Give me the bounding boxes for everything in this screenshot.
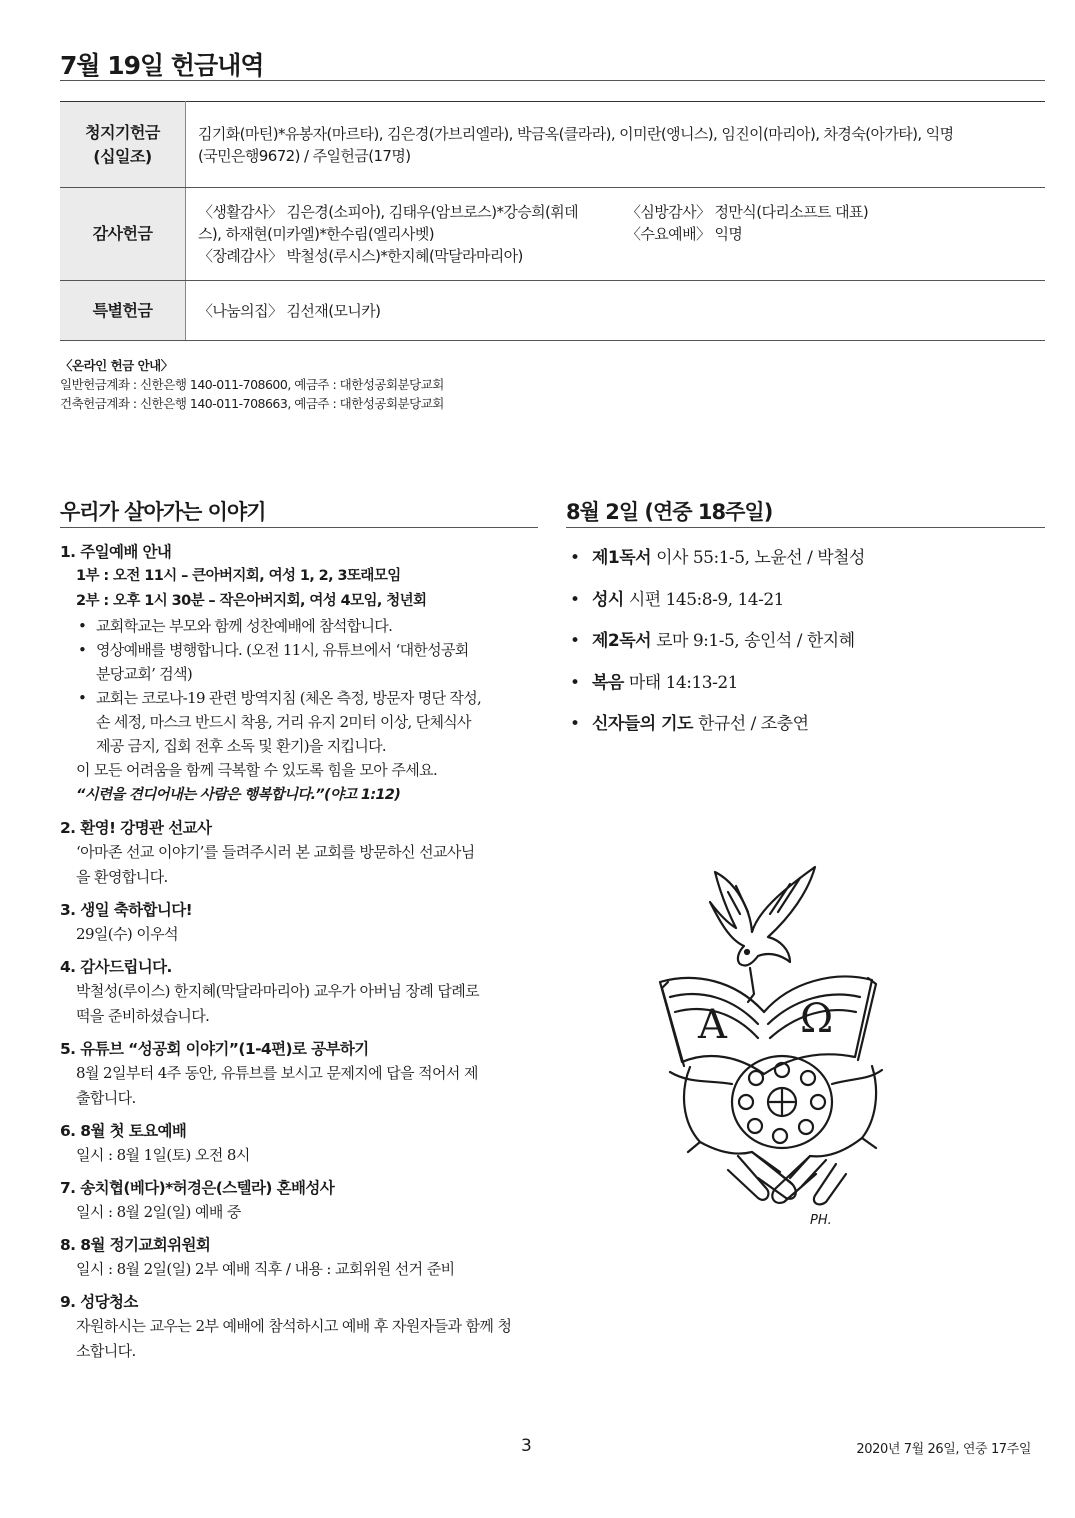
- offering-row-special: [60, 281, 1045, 341]
- readings-list: [570, 543, 865, 751]
- service-notes-list: [60, 614, 538, 758]
- story-item-body: 일시 : 8월 2일(일) 예배 중: [76, 1203, 241, 1221]
- offering-tithe-line1: 김기화(마틴)*유봉자(마르타), 김은경(가브리엘라), 박금옥(클라라), 이미란(앵니스), 임진이(마리아), 차경숙(아가타), 익명: [198, 124, 954, 143]
- offering-title-divider: [60, 80, 1045, 81]
- offering-label-special: 특별헌금: [60, 281, 186, 341]
- list-item: • 교회는 코로나-19 관련 방역지침 (체온 측정, 방문자 명단 작성, 손 세정, 마스크 반드시 착용, 거리 유지 2미터 이상, 단체식사 제공 금지, 집회 전후 소독 및 환기)을 지킵니다.: [76, 686, 538, 758]
- thanks-right-line1: 〈심방감사〉 정만식(다리소프트 대표): [626, 203, 869, 221]
- reading-item-psalm: • 성시 시편 145:8-9, 14-21: [570, 585, 865, 627]
- stories-list: [60, 540, 538, 1372]
- story-item-2: [60, 816, 538, 890]
- offering-value-tithe: [186, 102, 1046, 188]
- offering-tithe-line2: (국민은행9672) / 주일헌금(17명): [198, 146, 411, 165]
- footer-date: 2020년 7월 26일, 연중 17주일: [856, 1442, 1031, 1457]
- thanks-left-line2: 스), 하재현(미카엘)*한수림(엘리사벳): [198, 225, 434, 243]
- stories-title: 우리가 살아가는 이야기: [60, 500, 266, 524]
- online-offering-heading: 〈온라인 헌금 안내〉: [60, 358, 173, 373]
- story-item-title: 6. 8월 첫 토요예배: [60, 1122, 187, 1140]
- story-item-title: 7. 송치협(베다)*허경은(스텔라) 혼배성사: [60, 1179, 335, 1197]
- story-item-body: 8월 2일부터 4주 동안, 유튜브를 보시고 문제지에 답을 적어서 제 출합니다.: [76, 1064, 478, 1107]
- offering-value-thanks: [186, 188, 1046, 281]
- service-closing: 이 모든 어려움을 함께 극복할 수 있도록 힘을 모아 주세요.: [76, 761, 438, 779]
- omega-letter: Ω: [800, 996, 834, 1042]
- general-account-line: 일반헌금계좌 : 신한은행 140-011-708600, 예금주 : 대한성공회분당교회: [60, 377, 444, 392]
- story-item-body: 자원하시는 교우는 2부 예배에 참석하시고 예배 후 자원자들과 함께 청 소합니다.: [76, 1317, 512, 1360]
- story-item-body: ‘아마존 선교 이야기’를 들려주시러 본 교회를 방문하신 선교사님 을 환영합니다.: [76, 843, 475, 886]
- book-icon: [660, 977, 876, 1074]
- reading-item-first-reading: • 제1독서 이사 55:1-5, 노윤선 / 박철성: [570, 543, 865, 585]
- offering-label-tithe-line1: 청지기헌금: [85, 122, 160, 142]
- offering-title: 7월 19일 헌금내역: [60, 51, 264, 80]
- reading-item-gospel: • 복음 마태 14:13-21: [570, 668, 865, 710]
- reading-item-prayers: • 신자들의 기도 한규선 / 조충연: [570, 709, 865, 751]
- story-item-body: 박철성(루이스) 한지혜(막달라마리아) 교우가 아버님 장례 답례로 떡을 준비하셨습니다.: [76, 982, 479, 1025]
- story-item-8: [60, 1233, 538, 1282]
- alpha-letter: A: [698, 1002, 727, 1048]
- list-item: • 영상예배를 병행합니다. (오전 11시, 유튜브에서 ‘대한성공회 분당교회’ 검색): [76, 638, 538, 686]
- story-item-title: 2. 환영! 강명관 선교사: [60, 819, 212, 837]
- artist-signature: PH.: [810, 1213, 832, 1228]
- offering-value-special: 〈나눔의집〉 김선재(모니카): [186, 281, 1046, 341]
- page-number: 3: [521, 1436, 532, 1456]
- offering-label-thanks: 감사헌금: [60, 188, 186, 281]
- offering-table: [60, 101, 1045, 341]
- story-item-9: [60, 1290, 538, 1364]
- stories-title-divider: [60, 527, 538, 528]
- story-item-6: [60, 1119, 538, 1168]
- online-offering-info: [60, 356, 444, 413]
- thanks-left-line1: 〈생활감사〉 김은경(소피아), 김태우(암브로스)*강승희(휘데: [198, 203, 579, 221]
- story-item-title: 3. 생일 축하합니다!: [60, 901, 193, 919]
- offering-row-tithe: [60, 102, 1045, 188]
- offering-label-tithe-line2: (십일조): [93, 146, 152, 166]
- story-item-body: 29일(수) 이우석: [76, 925, 179, 943]
- thanks-right-line2: 〈수요예배〉 익명: [626, 225, 743, 243]
- readings-title: 8월 2일 (연중 18주일): [566, 500, 773, 524]
- thanks-left-line3: 〈장례감사〉 박철성(루시스)*한지혜(막달라마리아): [198, 247, 523, 265]
- story-item-body: 일시 : 8월 1일(토) 오전 8시: [76, 1146, 250, 1164]
- story-item-title: 4. 감사드립니다.: [60, 958, 172, 976]
- story-item-3: [60, 898, 538, 947]
- story-item-title: 8. 8월 정기교회위원회: [60, 1236, 211, 1254]
- story-item-title: 9. 성당청소: [60, 1293, 138, 1311]
- story-item-5: [60, 1037, 538, 1111]
- offering-row-thanks: [60, 188, 1045, 281]
- reading-item-second-reading: • 제2독서 로마 9:1-5, 송인석 / 한지혜: [570, 626, 865, 668]
- telephone-dial-icon: [670, 1056, 882, 1148]
- story-item-body: 일시 : 8월 2일(일) 2부 예배 직후 / 내용 : 교회위원 선거 준비: [76, 1260, 455, 1278]
- dove-book-hands-illustration: [640, 852, 890, 1232]
- story-item-title: 5. 유튜브 “성공회 이야기”(1-4편)로 공부하기: [60, 1040, 369, 1058]
- story-item-1: [60, 540, 538, 808]
- list-item: • 교회학교는 부모와 함께 성찬예배에 참석합니다.: [76, 614, 538, 638]
- readings-title-divider: [566, 527, 1045, 528]
- story-item-7: [60, 1176, 538, 1225]
- building-account-line: 건축헌금계좌 : 신한은행 140-011-708663, 예금주 : 대한성공회분당교회: [60, 396, 444, 411]
- story-item-4: [60, 955, 538, 1029]
- service-second: 2부 : 오후 1시 30분 – 작은아버지회, 여성 4모임, 청년회: [76, 593, 427, 609]
- dove-icon: [710, 867, 815, 1002]
- service-first: 1부 : 오전 11시 – 큰아버지회, 여성 1, 2, 3또래모임: [76, 568, 401, 584]
- offering-label-tithe: [60, 102, 186, 188]
- scripture-quote: “시련을 견디어내는 사람은 행복합니다.”(야고 1:12): [76, 787, 401, 803]
- story-item-title: 1. 주일예배 안내: [60, 543, 172, 561]
